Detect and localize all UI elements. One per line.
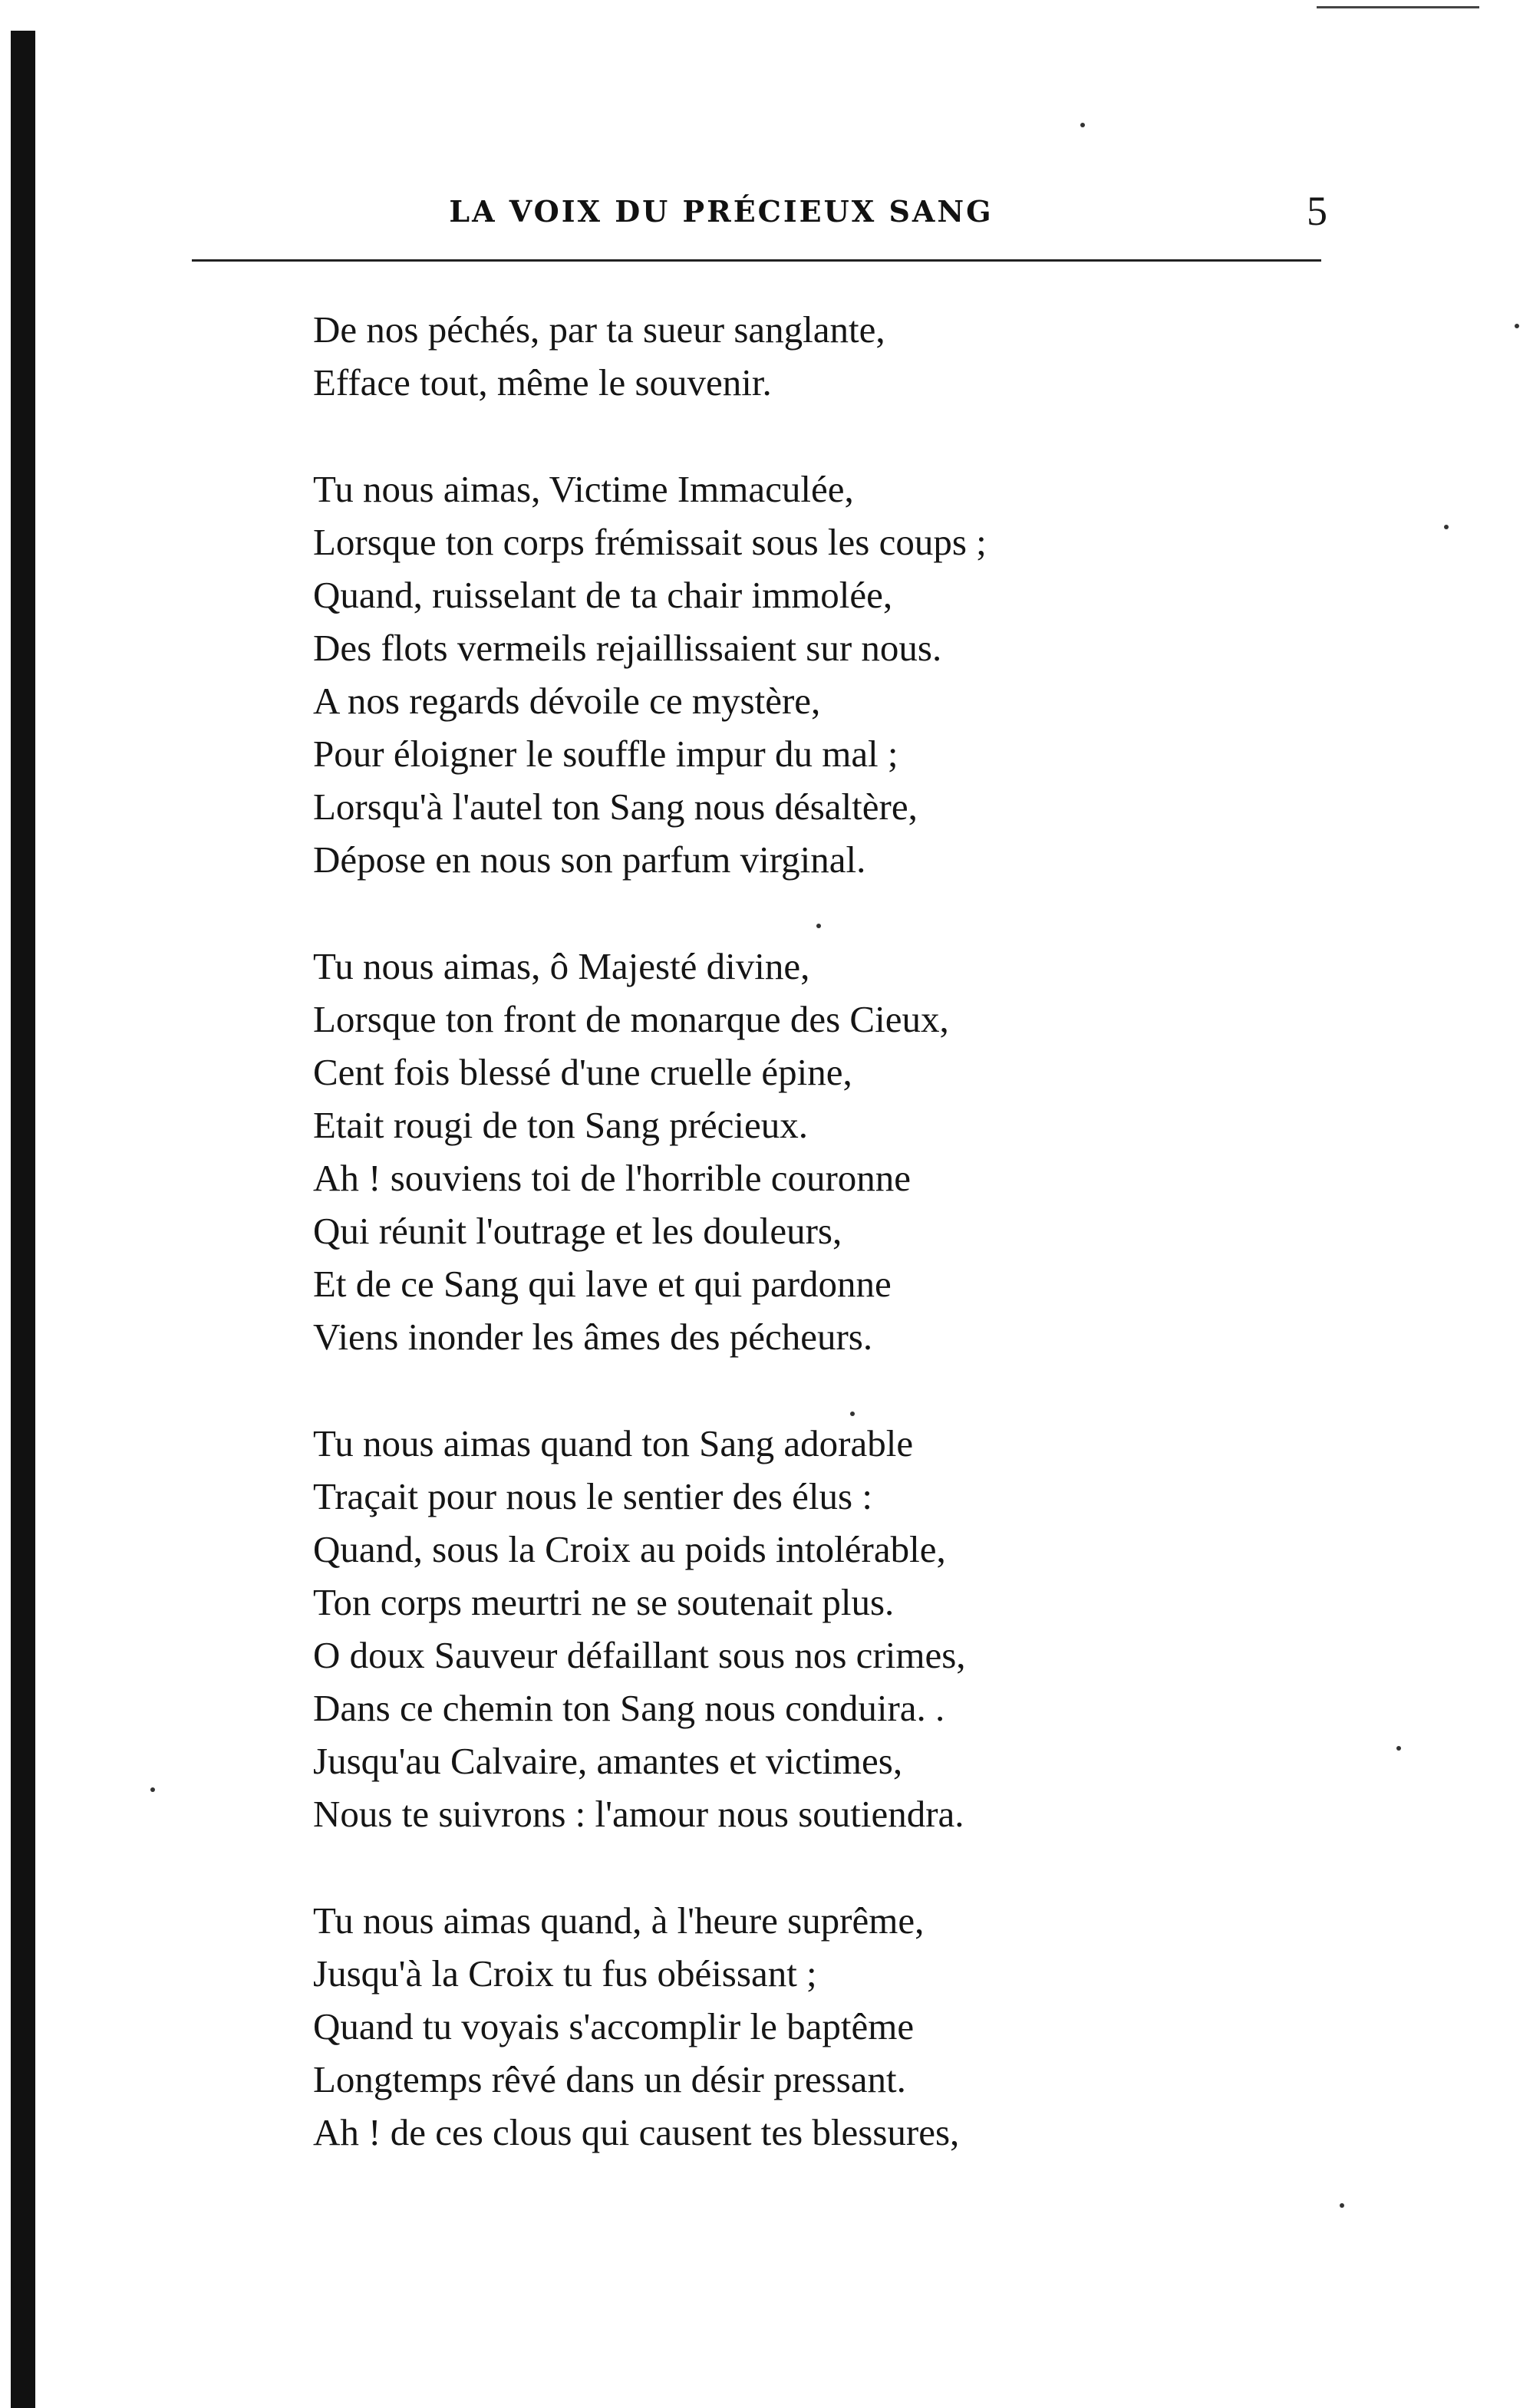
verse-line: A nos regards dévoile ce mystère, [313, 680, 821, 722]
verse-line: Nous te suivrons : l'amour nous soutiendra. [313, 1793, 964, 1835]
verse-line: Quand, sous la Croix au poids intolérable, [313, 1528, 946, 1570]
page-header [176, 180, 1327, 242]
verse-line: Traçait pour nous le sentier des élus : [313, 1475, 872, 1517]
print-speck [1340, 2203, 1344, 2208]
print-speck [850, 1412, 855, 1416]
stanza [313, 1894, 1272, 2159]
verse-line: Et de ce Sang qui lave et qui pardonne [313, 1263, 892, 1305]
verse-line: Etait rougi de ton Sang précieux. [313, 1104, 808, 1146]
verse-line: De nos péchés, par ta sueur sanglante, [313, 308, 885, 351]
print-speck [150, 1787, 155, 1792]
verse-line: Dépose en nous son parfum virginal. [313, 838, 866, 881]
print-speck [1080, 123, 1085, 127]
verse-line: Quand, ruisselant de ta chair immolée, [313, 574, 893, 616]
print-speck [1396, 1746, 1401, 1751]
verse-line: Des flots vermeils rejaillissaient sur nous. [313, 627, 942, 669]
verse-line: Lorsque ton front de monarque des Cieux, [313, 998, 949, 1040]
poem-body [313, 303, 1272, 2212]
verse-line: Qui réunit l'outrage et les douleurs, [313, 1210, 842, 1252]
verse-line: Jusqu'à la Croix tu fus obéissant ; [313, 1952, 817, 1995]
verse-line: Lorsque ton corps frémissait sous les coups ; [313, 521, 987, 563]
verse-line: Tu nous aimas, ô Majesté divine, [313, 945, 810, 987]
verse-line: Efface tout, même le souvenir. [313, 361, 772, 404]
verse-line: O doux Sauveur défaillant sous nos crimes, [313, 1634, 966, 1676]
verse-line: Jusqu'au Calvaire, amantes et victimes, [313, 1740, 903, 1782]
verse-line: Lorsqu'à l'autel ton Sang nous désaltère, [313, 786, 918, 828]
page-binding-edge [11, 31, 35, 2408]
verse-line: Dans ce chemin ton Sang nous conduira. . [313, 1687, 945, 1729]
print-speck [1515, 324, 1519, 328]
page-number: 5 [1307, 188, 1327, 234]
running-title: LA VOIX DU PRÉCIEUX SANG [449, 193, 994, 229]
verse-line: Ah ! de ces clous qui causent tes blessures, [313, 2111, 960, 2153]
verse-line: Tu nous aimas, Victime Immaculée, [313, 468, 854, 510]
stanza [313, 463, 1272, 886]
verse-line: Viens inonder les âmes des pécheurs. [313, 1316, 873, 1358]
verse-line: Tu nous aimas quand ton Sang adorable [313, 1422, 914, 1464]
stanza [313, 940, 1272, 1363]
stanza [313, 303, 1272, 409]
verse-line: Tu nous aimas quand, à l'heure suprême, [313, 1899, 925, 1942]
print-speck [816, 924, 821, 928]
verse-line: Longtemps rêvé dans un désir pressant. [313, 2058, 906, 2100]
stanza [313, 1417, 1272, 1840]
header-rule [192, 259, 1321, 262]
verse-line: Pour éloigner le souffle impur du mal ; [313, 733, 898, 775]
print-speck [1444, 525, 1449, 529]
top-corner-rule [1317, 6, 1479, 8]
verse-line: Cent fois blessé d'une cruelle épine, [313, 1051, 852, 1093]
verse-line: Quand tu voyais s'accomplir le baptême [313, 2005, 915, 2047]
verse-line: Ton corps meurtri ne se soutenait plus. [313, 1581, 895, 1623]
verse-line: Ah ! souviens toi de l'horrible couronne [313, 1157, 912, 1199]
